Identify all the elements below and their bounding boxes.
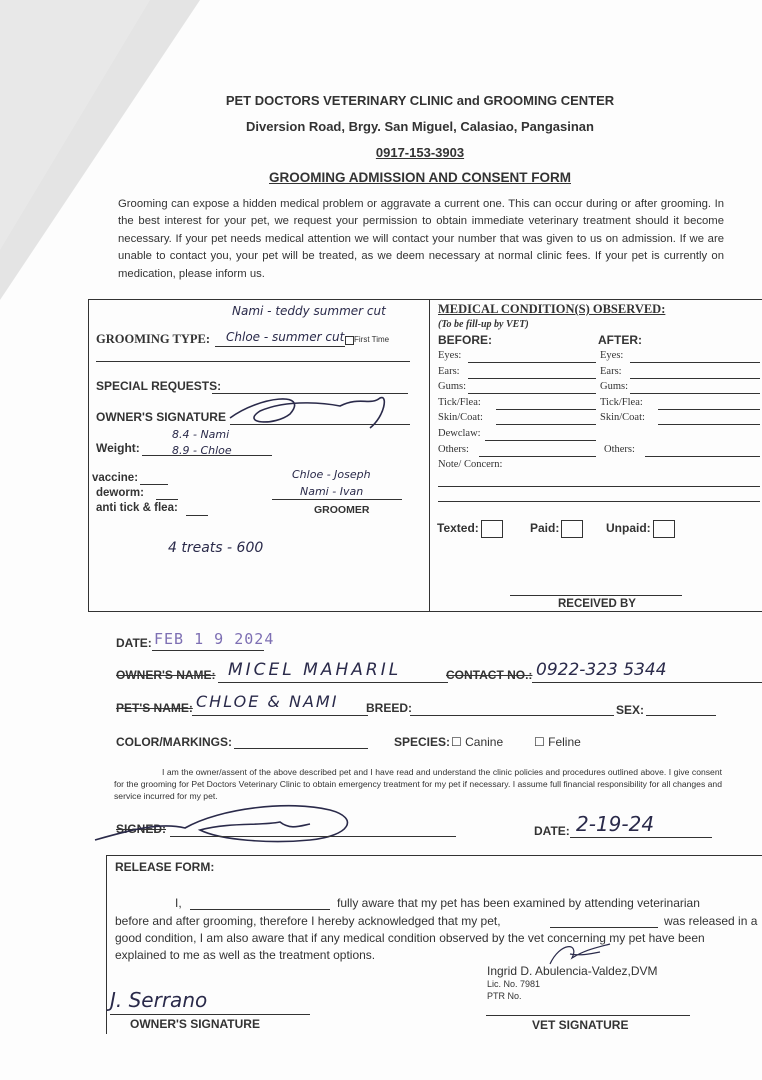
consent-text: I am the owner/assent of the above described pet and I have read and understand the clinic policies and procedures outlined above. I give consent for the grooming for Pet Doctors Veterinary Clinic to obtain emergency treatment for my pet if necessary. I assume full financial responsibility for all changes and service incurred for my pet. — [114, 767, 722, 801]
first-time-checkbox[interactable] — [345, 336, 354, 345]
signed-signature-scribble — [90, 800, 370, 850]
grooming-type-line-2 — [96, 361, 410, 362]
consent-date-line — [570, 837, 712, 838]
groomer-value-1: Chloe - Joseph — [292, 468, 371, 481]
canine-option[interactable] — [451, 735, 503, 749]
texted-checkbox[interactable] — [481, 520, 503, 538]
note-line-2 — [438, 501, 760, 502]
before-field-label: Ears: — [438, 365, 460, 377]
color-markings-line — [234, 748, 368, 749]
owner-name-value[interactable]: MICEL MAHARIL — [228, 660, 402, 680]
section-divider — [429, 300, 430, 611]
groomer-line — [272, 499, 402, 500]
texted-label: Texted: — [437, 521, 479, 536]
grooming-type-label: GROOMING TYPE: — [96, 332, 211, 346]
consent-date-label: DATE: — [534, 824, 570, 838]
grooming-type-line — [215, 346, 345, 347]
after-field-line[interactable] — [658, 424, 760, 425]
before-field-line[interactable] — [479, 456, 596, 457]
weight-value-1: 8.4 - Nami — [172, 428, 230, 441]
vet-name: Ingrid D. Abulencia-Valdez,DVM — [487, 964, 658, 978]
medical-condition-subtitle: (To be fill-up by VET) — [438, 319, 529, 330]
received-by-label: RECEIVED BY — [558, 598, 636, 610]
after-label: AFTER: — [598, 333, 642, 347]
release-owner-signature-label: OWNER'S SIGNATURE — [130, 1017, 260, 1031]
clinic-name: PET DOCTORS VETERINARY CLINIC and GROOMING CENTER — [225, 93, 615, 108]
signed-label: SIGNED: — [116, 822, 167, 836]
after-field-label: Others: — [604, 443, 635, 455]
breed-line — [410, 715, 614, 716]
before-field-line[interactable] — [468, 393, 596, 394]
owner-name-label: OWNER'S NAME: — [116, 668, 216, 682]
date-line — [152, 650, 264, 651]
sex-line — [646, 715, 716, 716]
vet-ptr: PTR No. — [487, 991, 522, 1001]
after-field-label: Gums: — [600, 381, 629, 393]
after-field-label: Eyes: — [600, 350, 624, 361]
species-label: SPECIES: — [394, 735, 451, 749]
groomer-label: GROOMER — [314, 504, 370, 516]
date-stamp: FEB 1 9 2024 — [154, 630, 275, 648]
weight-label: Weight: — [96, 441, 140, 455]
before-field-label: Others: — [438, 443, 469, 455]
canine-label: Canine — [465, 735, 504, 749]
release-line-4: explained to me as well as the treatment options. — [115, 948, 376, 962]
paid-label: Paid: — [530, 521, 560, 536]
form-title: GROOMING ADMISSION AND CONSENT FORM — [269, 170, 571, 185]
before-field-label: Gums: — [438, 381, 467, 393]
feline-checkbox[interactable]: ☐ — [534, 735, 545, 749]
vaccine-label: vaccine: — [92, 472, 139, 484]
owner-signature-label: OWNER'S SIGNATURE — [96, 410, 226, 424]
received-by-line — [510, 595, 682, 596]
unpaid-row — [606, 520, 675, 538]
breed-label: BREED: — [366, 701, 413, 715]
grooming-type-handwriting-1: Nami - teddy summer cut — [232, 304, 386, 318]
pet-name-value[interactable]: CHLOE & NAMI — [196, 692, 339, 711]
signed-line — [170, 836, 456, 837]
release-line-2a: before and after grooming, therefore I hereby acknowledged that my pet, — [115, 914, 501, 928]
canine-checkbox[interactable]: ☐ — [451, 735, 462, 749]
medical-condition-title: MEDICAL CONDITION(S) OBSERVED: — [438, 302, 666, 316]
pet-name-label: PET'S NAME: — [116, 701, 193, 715]
vaccine-line — [140, 484, 168, 485]
antitick-label: anti tick & flea: — [96, 502, 178, 514]
after-field-line[interactable] — [658, 409, 760, 410]
before-field-line[interactable] — [496, 424, 596, 425]
release-owner-signature-line — [110, 1014, 310, 1015]
feline-option[interactable] — [534, 735, 581, 749]
intro-paragraph: Grooming can expose a hidden medical problem or aggravate a current one. This can occur during or after grooming. In the best interest for your pet, we request your permission to obtain immediate veterinary treatment should it become necessary. If your pet needs medical attention we will contact your number that was given to us on admission. If we are unable to contact you, your pet will be treated, as we deem necessary at normal clinic fees. If your pet is currently on medication, please inform us. — [118, 198, 724, 280]
pet-name-line — [192, 715, 368, 716]
antitick-line — [186, 515, 208, 516]
grooming-type-handwriting-2: Chloe - summer cut — [226, 330, 345, 344]
after-field-line[interactable] — [645, 456, 760, 457]
unpaid-checkbox[interactable] — [653, 520, 675, 538]
before-field-line[interactable] — [468, 362, 596, 363]
after-field-label: Tick/Flea: — [600, 396, 643, 408]
contact-line — [532, 682, 762, 683]
groomer-value-2: Nami - Ivan — [300, 485, 364, 498]
release-line-2b: was released in a — [664, 914, 758, 928]
unpaid-label: Unpaid: — [606, 521, 651, 536]
before-field-line[interactable] — [485, 440, 596, 441]
deworm-line — [156, 499, 178, 500]
contact-label: CONTACT NO.: — [446, 668, 533, 682]
release-line-3: good condition, I am also aware that if any medical condition observed by the vet concerning my pet have been — [115, 931, 705, 945]
treats-note: 4 treats - 600 — [168, 540, 264, 556]
clinic-phone: 0917-153-3903 — [375, 145, 465, 160]
deworm-label: deworm: — [96, 487, 144, 499]
date-label: DATE: — [116, 636, 152, 650]
before-field-label: Eyes: — [438, 350, 462, 361]
before-label: BEFORE: — [438, 333, 492, 347]
before-field-label: Dewclaw: — [438, 428, 481, 439]
color-markings-label: COLOR/MARKINGS: — [116, 735, 232, 749]
before-field-line[interactable] — [496, 409, 596, 410]
feline-label: Feline — [548, 735, 581, 749]
note-line-1 — [438, 486, 760, 487]
paid-row — [530, 520, 583, 538]
owner-signature-scribble — [220, 386, 410, 431]
texted-row — [437, 520, 503, 538]
vet-signature-label: VET SIGNATURE — [532, 1018, 629, 1032]
before-field-label: Skin/Coat: — [438, 412, 483, 424]
after-field-label: Ears: — [600, 365, 622, 377]
release-line-1: fully aware that my pet has been examined by attending veterinarian — [337, 896, 700, 910]
before-field-label: Tick/Flea: — [438, 396, 481, 408]
vet-signature-line — [486, 1015, 690, 1016]
special-requests-label: SPECIAL REQUESTS: — [96, 379, 222, 393]
clinic-address: Diversion Road, Brgy. San Miguel, Calasiao, Pangasinan — [246, 119, 594, 134]
first-time-label: First Time — [354, 335, 390, 344]
release-owner-signature[interactable]: J. Serrano — [110, 988, 208, 1012]
contact-value[interactable]: 0922-323 5344 — [536, 660, 667, 680]
release-pet-line — [550, 927, 658, 928]
paid-checkbox[interactable] — [561, 520, 583, 538]
after-field-label: Skin/Coat: — [600, 412, 645, 424]
before-field-line[interactable] — [468, 378, 596, 379]
release-form-title: RELEASE FORM: — [115, 860, 215, 874]
after-field-line[interactable] — [630, 362, 760, 363]
note-concern-label: Note/ Concern: — [438, 459, 503, 470]
consent-date-value[interactable]: 2-19-24 — [576, 812, 655, 836]
after-field-line[interactable] — [630, 393, 760, 394]
release-i-label: I, — [175, 896, 182, 910]
after-field-line[interactable] — [630, 378, 760, 379]
weight-value-2: 8.9 - Chloe — [172, 444, 232, 457]
release-name-line — [190, 909, 330, 910]
sex-label: SEX: — [616, 703, 645, 717]
owner-name-line — [218, 682, 448, 683]
vet-license: Lic. No. 7981 — [487, 979, 541, 989]
